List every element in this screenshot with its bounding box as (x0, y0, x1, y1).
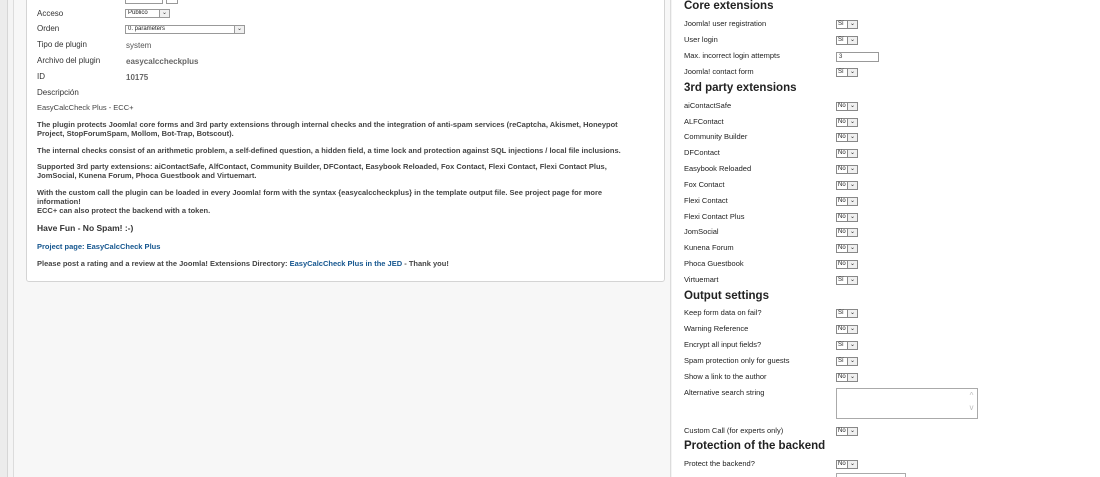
fox-contact-label: Fox Contact (684, 180, 725, 189)
acceso-select[interactable] (125, 9, 170, 18)
id-value: 10175 (126, 73, 149, 82)
dfcontact-value: No (838, 150, 846, 156)
kunena-forum-select[interactable] (836, 244, 858, 253)
chevron-down-icon: ⌄ (847, 461, 857, 468)
rating-line (37, 259, 647, 268)
joomla-contact-form-value: Sí (838, 69, 844, 75)
chevron-down-icon: ⌄ (847, 134, 857, 141)
descripcion-label: Descripción (37, 88, 79, 97)
description-p5: ECC+ can also protect the backend with a token. (37, 206, 211, 215)
max-login-attempts-input[interactable]: 3 (836, 52, 879, 62)
jomsocial-value: No (838, 229, 846, 235)
user-login-value: Sí (838, 37, 844, 43)
core-extensions-heading: Core extensions (684, 0, 774, 12)
flexi-contact-value: No (838, 198, 846, 204)
jomsocial-label: JomSocial (684, 227, 719, 236)
project-page-line (37, 242, 647, 251)
chevron-down-icon: ⌄ (847, 182, 857, 189)
details-box (26, 0, 665, 282)
show-a-link-to-the-author-value: No (838, 374, 846, 380)
partial-field-bottom[interactable] (836, 473, 906, 477)
easybook-reloaded-value: No (838, 166, 846, 172)
chevron-down-icon: ⌄ (847, 37, 857, 44)
scroll-up-icon: ^ (969, 391, 974, 400)
alfcontact-select[interactable] (836, 118, 858, 127)
flexi-contact-plus-select[interactable] (836, 213, 858, 222)
phoca-guestbook-select[interactable] (836, 260, 858, 269)
chevron-down-icon: ⌄ (847, 69, 857, 76)
show-a-link-to-the-author-label: Show a link to the author (684, 372, 767, 381)
description-title: EasyCalcCheck Plus - ECC+ (37, 103, 134, 112)
chevron-down-icon: ⌄ (847, 150, 857, 157)
community-builder-value: No (838, 134, 846, 140)
encrypt-all-input-fields-value: Sí (838, 342, 844, 348)
chevron-down-icon: ⌄ (847, 198, 857, 205)
kunena-forum-label: Kunena Forum (684, 243, 734, 252)
fox-contact-select[interactable] (836, 181, 858, 190)
flexi-contact-plus-value: No (838, 214, 846, 220)
keep-form-data-on-fail-select[interactable] (836, 309, 858, 318)
description-p3: Supported 3rd party extensions: aiContactSafe, AlfContact, Community Builder, DFContact, Easybook Reloaded, Fox Contact, Flexi Contact, Flexi Contact Plus, JomSocial, Kunena Forum, Phoca Guestbook and Virtuemart. (37, 162, 607, 180)
aicontactsafe-select[interactable] (836, 102, 858, 111)
dfcontact-select[interactable] (836, 149, 858, 158)
chevron-down-icon: ⌄ (847, 342, 857, 349)
left-frame-strip (0, 0, 8, 477)
warning-reference-value: No (838, 326, 846, 332)
joomla-contact-form-select[interactable] (836, 68, 858, 77)
tipo-value: system (126, 41, 152, 50)
keep-form-data-on-fail-label: Keep form data on fail? (684, 308, 762, 317)
alfcontact-label: ALFContact (684, 117, 724, 126)
phoca-guestbook-label: Phoca Guestbook (684, 259, 744, 268)
top-partial-button[interactable] (166, 0, 178, 4)
joomla-user-registration-value: Sí (838, 21, 844, 27)
archivo-label: Archivo del plugin (37, 56, 101, 65)
chevron-down-icon: ⌄ (847, 374, 857, 381)
show-a-link-to-the-author-select[interactable] (836, 373, 858, 382)
protect-the-backend-label: Protect the backend? (684, 459, 755, 468)
virtuemart-label: Virtuemart (684, 275, 719, 284)
description-p1: The plugin protects Joomla! core forms and 3rd party extensions through internal checks and the integration of anti-spam services (reCaptcha, Akismet, Honeypot Project, StopForumSpam, Mollom, Bot-Trap, Botscout). (37, 120, 618, 138)
description-p4: With the custom call the plugin can be loaded in every Joomla! form with the syntax {easycalccheckplus} in the template output file. See project page for more information! (37, 188, 603, 206)
id-label: ID (37, 72, 45, 81)
kunena-forum-value: No (838, 245, 846, 251)
description-fun: Have Fun - No Spam! :-) (37, 223, 134, 233)
keep-form-data-on-fail-value: Sí (838, 310, 844, 316)
chevron-down-icon: ⌄ (847, 277, 857, 284)
jed-link[interactable]: EasyCalcCheck Plus in the JED (289, 259, 403, 268)
joomla-user-registration-label: Joomla! user registration (684, 19, 767, 28)
chevron-down-icon: ⌄ (159, 10, 169, 17)
chevron-down-icon: ⌄ (847, 261, 857, 268)
user-login-select[interactable] (836, 36, 858, 45)
aicontactsafe-label: aiContactSafe (684, 101, 732, 110)
backend-protection-heading: Protection of the backend (684, 440, 826, 452)
rating-suffix: - Thank you! (402, 259, 449, 268)
phoca-guestbook-value: No (838, 261, 846, 267)
tipo-label: Tipo de plugin (37, 40, 87, 49)
alfcontact-value: No (838, 119, 846, 125)
output-settings-heading: Output settings (684, 290, 769, 302)
chevron-down-icon: ⌄ (847, 21, 857, 28)
orden-value: 0. parameters (128, 26, 166, 32)
chevron-down-icon: ⌄ (847, 214, 857, 221)
protect-the-backend-value: No (838, 461, 846, 467)
encrypt-all-input-fields-select[interactable] (836, 341, 858, 350)
custom-call-for-experts-only-label: Custom Call (for experts only) (684, 426, 784, 435)
flexi-contact-plus-label: Flexi Contact Plus (684, 212, 745, 221)
community-builder-label: Community Builder (684, 132, 748, 141)
chevron-down-icon: ⌄ (234, 26, 244, 33)
description-p2: The internal checks consist of an arithmetic problem, a self-defined question, a hidden field, a time lock and protection against SQL injections / local file inclusions. (37, 146, 621, 155)
custom-call-for-experts-only-select[interactable] (836, 427, 858, 436)
project-page-prefix: Project page: (37, 242, 87, 251)
textarea-scrollbar[interactable] (967, 390, 976, 418)
virtuemart-value: Sí (838, 277, 844, 283)
dfcontact-label: DFContact (684, 148, 720, 157)
flexi-contact-label: Flexi Contact (684, 196, 728, 205)
alternative-search-textarea[interactable] (836, 388, 978, 419)
spam-protection-only-for-guests-value: Sí (838, 358, 844, 364)
community-builder-select[interactable] (836, 133, 858, 142)
orden-label: Orden (37, 24, 60, 33)
flexi-contact-select[interactable] (836, 197, 858, 206)
aicontactsafe-value: No (838, 103, 846, 109)
joomla-user-registration-select[interactable] (836, 20, 858, 29)
chevron-down-icon: ⌄ (847, 103, 857, 110)
user-login-label: User login (684, 35, 718, 44)
chevron-down-icon: ⌄ (847, 428, 857, 435)
rating-prefix: Please post a rating and a review at the Joomla! Extensions Directory: (37, 259, 290, 268)
protect-the-backend-select[interactable] (836, 460, 858, 469)
archivo-value: easycalccheckplus (126, 57, 199, 66)
chevron-down-icon: ⌄ (847, 245, 857, 252)
project-page-link[interactable]: EasyCalcCheck Plus (86, 242, 161, 251)
max-incorrect-login-attempts-label: Max. incorrect login attempts (684, 51, 780, 60)
acceso-label: Acceso (37, 9, 64, 18)
chevron-down-icon: ⌄ (847, 326, 857, 333)
jomsocial-select[interactable] (836, 228, 858, 237)
chevron-down-icon: ⌄ (847, 119, 857, 126)
third-party-heading: 3rd party extensions (684, 82, 797, 94)
warning-reference-label: Warning Reference (684, 324, 749, 333)
orden-select[interactable] (125, 25, 245, 34)
scroll-down-icon: v (969, 403, 974, 412)
joomla-contact-form-label: Joomla! contact form (684, 67, 754, 76)
easybook-reloaded-select[interactable] (836, 165, 858, 174)
chevron-down-icon: ⌄ (847, 358, 857, 365)
alternative-search-string-label: Alternative search string (684, 388, 765, 397)
virtuemart-select[interactable] (836, 276, 858, 285)
spam-protection-only-for-guests-select[interactable] (836, 357, 858, 366)
chevron-down-icon: ⌄ (847, 166, 857, 173)
acceso-value: Público (128, 10, 148, 16)
chevron-down-icon: ⌄ (847, 310, 857, 317)
chevron-down-icon: ⌄ (847, 229, 857, 236)
encrypt-all-input-fields-label: Encrypt all input fields? (684, 340, 762, 349)
top-partial-select[interactable] (125, 0, 163, 4)
fox-contact-value: No (838, 182, 846, 188)
spam-protection-only-for-guests-label: Spam protection only for guests (684, 356, 790, 365)
easybook-reloaded-label: Easybook Reloaded (684, 164, 752, 173)
custom-call-for-experts-only-value: No (838, 428, 846, 434)
warning-reference-select[interactable] (836, 325, 858, 334)
